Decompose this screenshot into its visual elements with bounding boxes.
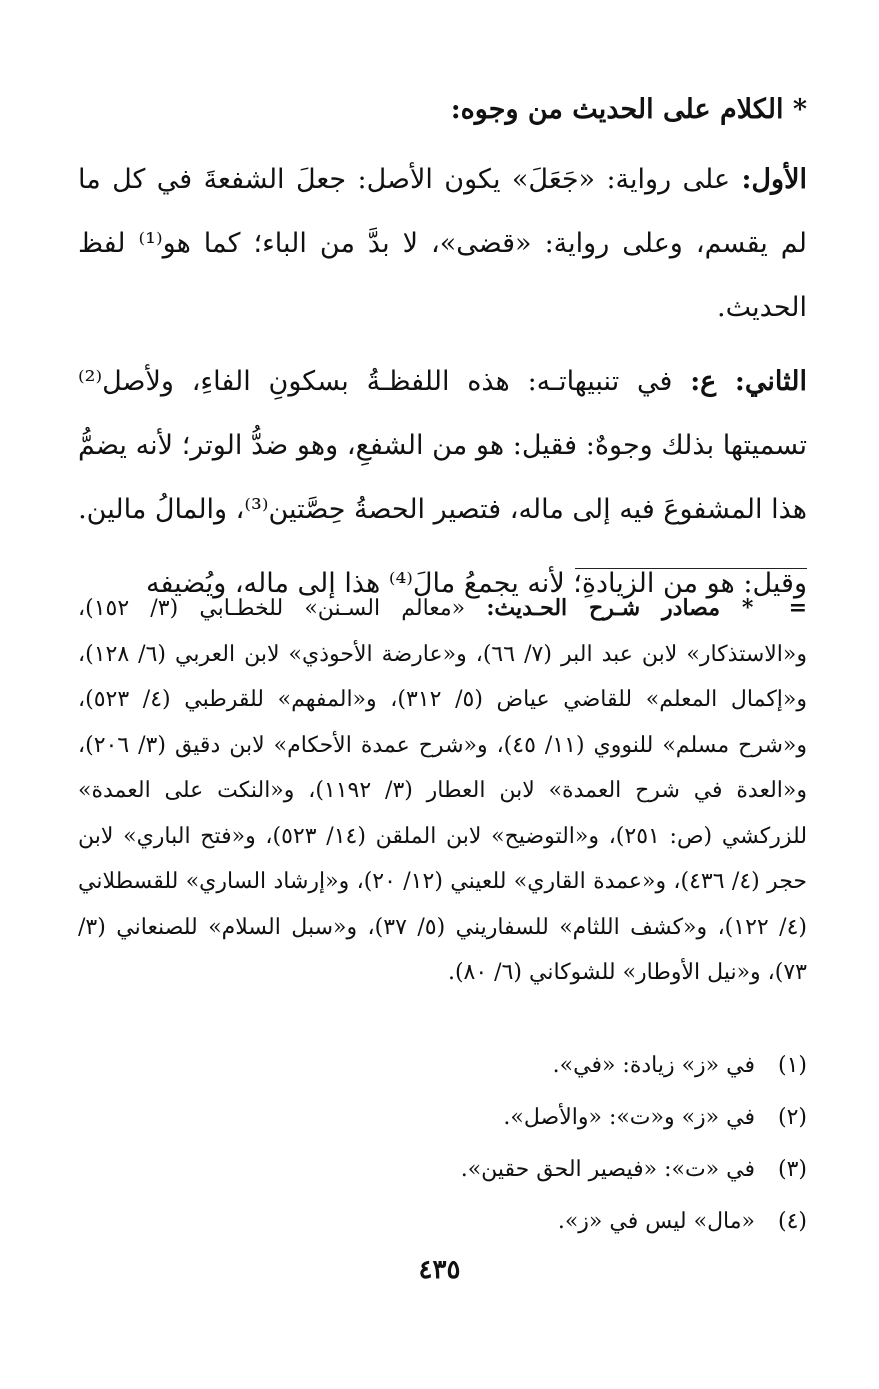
footnote-number: (٣) [777, 1157, 807, 1182]
footnote-number: (٢) [777, 1105, 807, 1130]
sources-footnote [78, 586, 807, 996]
footnote-text: في «ت»: «فيصير الحق حقين». [460, 1157, 755, 1182]
footnote-number: (٤) [777, 1209, 807, 1234]
footnote-number: (١) [777, 1053, 807, 1078]
footnote-divider [575, 568, 807, 569]
section-heading: * الكلام على الحديث من وجوه: [450, 94, 807, 125]
page-number: ٤٣٥ [418, 1255, 461, 1285]
paragraph-first-text: على رواية: «جَعَلَ» يكون الأصل: جعلَ الشفعةَ في كل ما لم يقسم، وعلى رواية: «قضى»، لا بدَّ من الباء؛ كما هو⁽¹⁾ لفظ الحديث. [78, 164, 807, 323]
footnote-item [200, 1196, 807, 1248]
footnote-text: في «ز» زيادة: «في». [552, 1053, 755, 1078]
paragraph-first [78, 148, 807, 340]
paragraph-second-text: في تنبيهاتـه: هذه اللفظـةُ بسكونِ الفاءِ، ولأصل⁽²⁾ تسميتها بذلك وجوهٌ: فقيل: هو من الشفعِ، وهو ضدُّ الوتر؛ لأنه يضمُّ هذا المشفوعَ فيه إلى ماله، فتصير الحصةُ حِصَّتين⁽³⁾، والمالُ مالين. [78, 366, 807, 525]
main-text [78, 78, 807, 626]
paragraph-first-label: الأول: [741, 164, 807, 195]
paragraph-second [78, 350, 807, 542]
footnote-text: في «ز» و«ت»: «والأصل». [503, 1105, 755, 1130]
continuation-marker: = [788, 595, 807, 621]
paragraph-third: وقيل: هو من الزيادةِ؛ لأنه يجمعُ مالَ⁽⁴⁾ هذا إلى ماله، ويُضيفه [146, 568, 807, 599]
sources-text: «معالم السـنن» للخطـابي (٣/ ١٥٢)، و«الاستذكار» لابن عبد البر (٧/ ٦٦)، و«عارضة الأحوذي» لابن العربي (٦/ ١٢٨)، و«إكمال المعلم» للقاضي عياض (٥/ ٣١٢)، و«المفهم» للقرطبي (٤/ ٥٢٣)، و«شرح مسلم» للنووي (١١/ ٤٥)، و«شرح عمدة الأحكام» لابن دقيق (٣/ ٢٠٦)، و«العدة في شرح العمدة» لابن العطار (٣/ ١١٩٢)، و«النكت على العمدة» للزركشي (ص: ٢٥١)، و«التوضيح» لابن الملقن (١٤/ ٥٢٣)، و«فتح الباري» لابن حجر (٤/ ٤٣٦)، و«عمدة القاري» للعيني (١٢/ ٢٠)، و«إرشاد الساري» للقسطلاني (٤/ ١٢٢)، و«كشف اللثام» للسفاريني (٥/ ٣٧)، و«سبل السلام» للصنعاني (٣/ ٧٣)، و«نيل الأوطار» للشوكاني (٦/ ٨٠). [78, 596, 808, 985]
paragraph-second-label: الثاني: ع: [690, 366, 807, 397]
footnotes-list [200, 1040, 807, 1248]
footnote-item [200, 1040, 807, 1092]
footnote-item [200, 1092, 807, 1144]
footnote-item [200, 1144, 807, 1196]
sources-label: * مصادر شـرح الحـديث: [486, 595, 754, 621]
footnote-text: «مال» ليس في «ز». [557, 1209, 755, 1234]
